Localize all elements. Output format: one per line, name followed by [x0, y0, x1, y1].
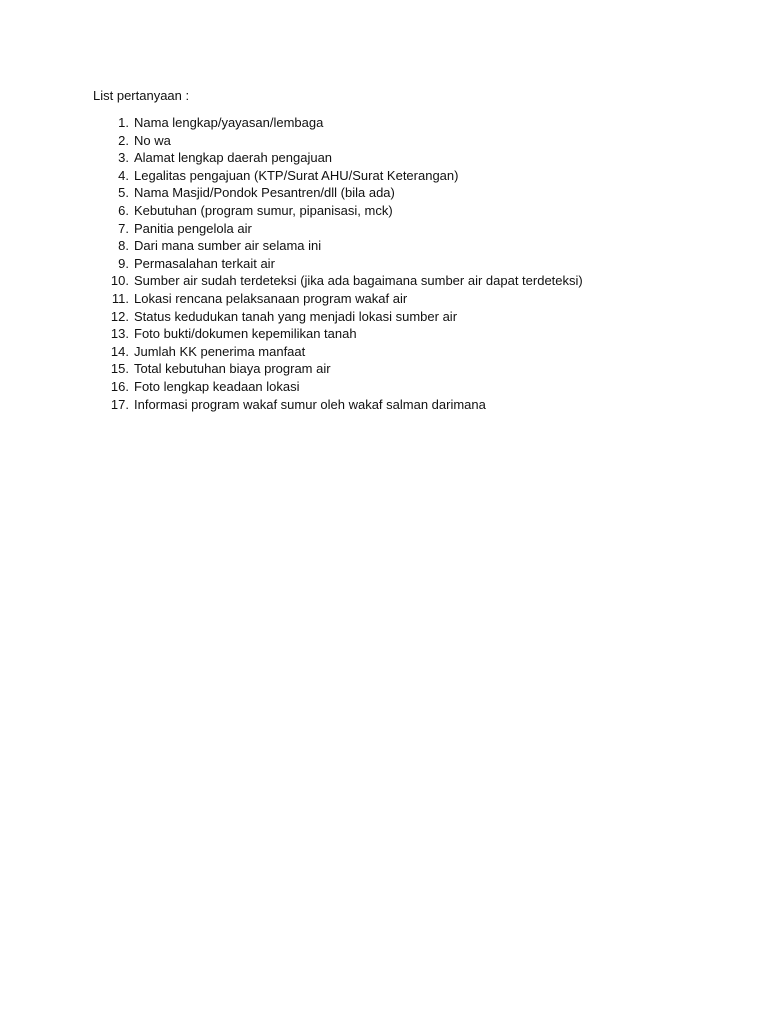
- item-text: Kebutuhan (program sumur, pipanisasi, mck): [134, 202, 393, 218]
- item-number: 4.: [118, 167, 129, 183]
- list-item: [93, 132, 583, 150]
- list-item: [93, 149, 583, 167]
- item-text: Permasalahan terkait air: [134, 255, 275, 271]
- item-number: 14.: [110, 343, 129, 359]
- list-item: [93, 184, 583, 202]
- item-text: No wa: [134, 132, 171, 148]
- item-text: Nama lengkap/yayasan/lembaga: [134, 115, 324, 130]
- item-number: 8.: [118, 238, 129, 254]
- item-text: Lokasi rencana pelaksanaan program wakaf air: [134, 290, 408, 306]
- list-item: [93, 290, 583, 308]
- list-item: [93, 255, 583, 273]
- list-item: [93, 360, 583, 378]
- item-number: 3.: [118, 150, 129, 166]
- item-number: 1.: [118, 115, 129, 130]
- list-item: [93, 237, 583, 255]
- item-text: Jumlah KK penerima manfaat: [134, 343, 306, 359]
- item-text: Informasi program wakaf sumur oleh wakaf salman darimana: [134, 396, 486, 412]
- item-text: Panitia pengelola air: [134, 220, 252, 236]
- item-text: Alamat lengkap daerah pengajuan: [134, 150, 333, 166]
- list-item: [93, 396, 583, 414]
- item-number: 6.: [118, 202, 129, 218]
- question-list: [93, 114, 583, 413]
- item-text: Sumber air sudah terdeteksi (jika ada bagaimana sumber air dapat terdeteksi): [134, 273, 583, 289]
- list-item: [93, 308, 583, 326]
- item-number: 9.: [118, 255, 129, 271]
- item-text: Foto lengkap keadaan lokasi: [134, 378, 300, 394]
- list-item: [93, 220, 583, 238]
- item-number: 5.: [118, 185, 129, 201]
- item-text: Legalitas pengajuan (KTP/Surat AHU/Surat Keterangan): [134, 167, 459, 183]
- item-text: Dari mana sumber air selama ini: [134, 238, 322, 254]
- item-text: Nama Masjid/Pondok Pesantren/dll (bila ada): [134, 185, 395, 201]
- list-item: [93, 378, 583, 396]
- item-number: 11.: [111, 290, 129, 306]
- list-heading: List pertanyaan :: [93, 88, 190, 103]
- item-number: 16.: [110, 378, 129, 394]
- item-number: 13.: [110, 326, 129, 342]
- list-item: [93, 272, 583, 290]
- item-number: 2.: [118, 132, 129, 148]
- list-item: [93, 202, 583, 220]
- item-text: Foto bukti/dokumen kepemilikan tanah: [134, 326, 357, 342]
- item-number: 17.: [110, 396, 129, 412]
- list-item: [93, 167, 583, 185]
- list-item: [93, 325, 583, 343]
- item-number: 10.: [110, 273, 129, 289]
- item-number: 15.: [110, 361, 129, 377]
- list-item: [93, 343, 583, 361]
- item-text: Total kebutuhan biaya program air: [134, 361, 331, 377]
- item-number: 12.: [110, 308, 129, 324]
- item-text: Status kedudukan tanah yang menjadi lokasi sumber air: [134, 308, 458, 324]
- list-item: [93, 114, 583, 132]
- item-number: 7.: [118, 220, 129, 236]
